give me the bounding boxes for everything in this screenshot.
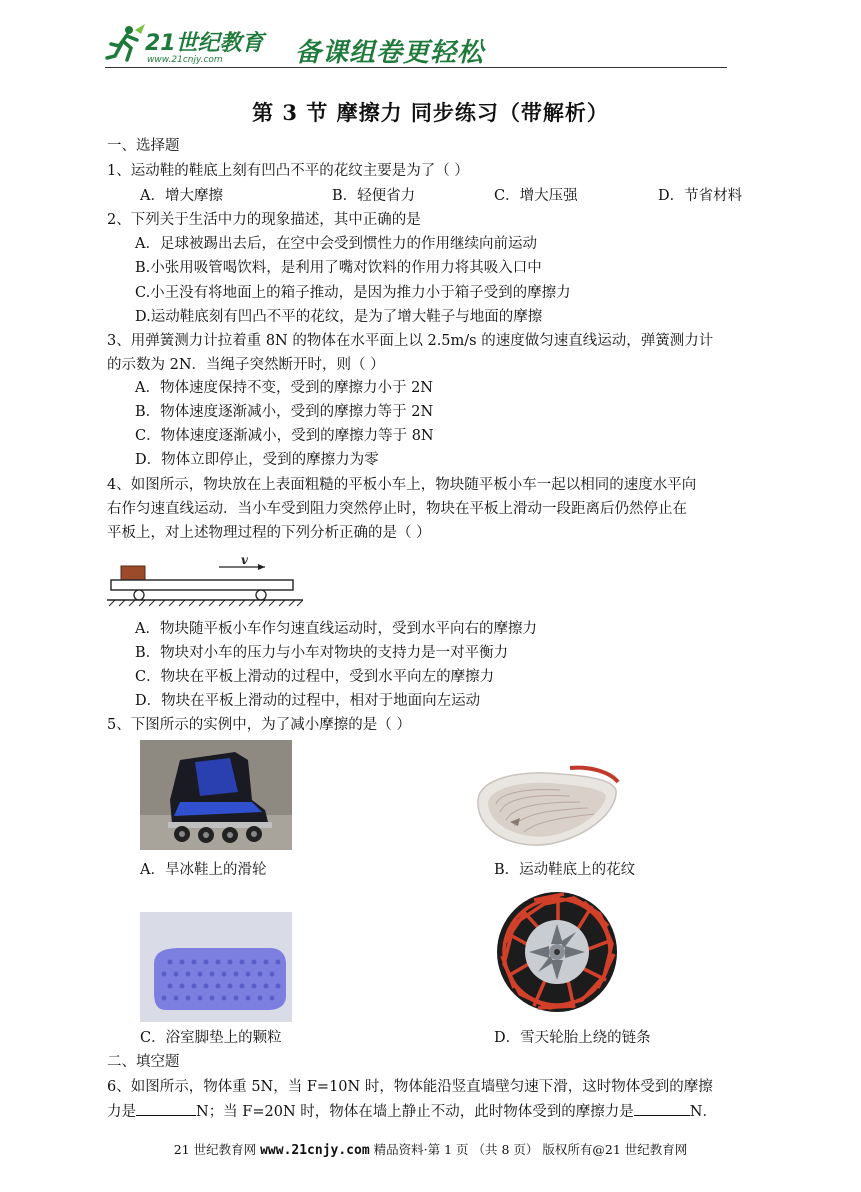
header-divider	[105, 67, 727, 68]
footer-site: 21 世纪教育网	[173, 1142, 257, 1157]
cart-board	[111, 580, 293, 590]
q6-text-a: 力是	[107, 1104, 136, 1120]
q6-text-c: N．	[689, 1104, 717, 1120]
q2-option-c: C.小王没有将地面上的箱子推动，是因为推力小于箱子受到的摩擦力	[135, 285, 571, 301]
q1-option-d: D．节省材料	[658, 188, 743, 204]
q2-option-a: A．足球被踢出去后，在空中会受到惯性力的作用继续向前运动	[135, 236, 537, 252]
site-logo	[105, 22, 295, 70]
q4-option-b: B．物块对小车的压力与小车对物块的支持力是一对平衡力	[135, 645, 509, 661]
q2-option-b: B.小张用吸管喝饮料，是利用了嘴对饮料的作用力将其吸入口中	[135, 260, 542, 276]
q1-option-a: A．增大摩擦	[140, 188, 223, 204]
cart-diagram	[107, 553, 303, 607]
q2-option-d: D.运动鞋底刻有凹凸不平的花纹，是为了增大鞋子与地面的摩擦	[135, 309, 543, 325]
inline-skate-photo	[140, 740, 292, 850]
q5-option-d: D．雪天轮胎上绕的链条	[494, 1030, 651, 1046]
q3-stem-line2: 的示数为 2N．当绳子突然断开时，则（ ）	[107, 357, 385, 373]
footer-page-info: 精品资料·第 1 页 （共 8 页） 版权所有@21 世纪教育网	[373, 1142, 688, 1157]
q3-option-d: D．物体立即停止，受到的摩擦力为零	[135, 452, 379, 468]
q6-line2	[107, 1101, 717, 1122]
q5-option-c: C．浴室脚垫上的颗粒	[140, 1030, 282, 1046]
q3-option-c: C．物体速度逐渐减小，受到的摩擦力等于 8N	[135, 428, 434, 444]
q3-option-b: B．物体速度逐渐减小，受到的摩擦力等于 2N	[135, 404, 434, 420]
q1-stem: 1、运动鞋的鞋底上刻有凹凸不平的花纹主要是为了（ ）	[107, 163, 469, 179]
q4-option-d: D．物块在平板上滑动的过程中，相对于地面向左运动	[135, 693, 481, 709]
q5-option-b: B．运动鞋底上的花纹	[494, 862, 636, 878]
footer-url[interactable]: www.21cnjy.com	[260, 1143, 370, 1158]
page-footer	[0, 1140, 861, 1158]
q4-stem-line1: 4、如图所示，物块放在上表面粗糙的平板小车上，物块随平板小车一起以相同的速度水平向	[107, 477, 697, 493]
q6-blank-1[interactable]	[136, 1101, 196, 1116]
q6-text-b: N；当 F=20N 时，物体在墙上静止不动，此时物体受到的摩擦力是	[196, 1104, 634, 1120]
section-heading-fill: 二、填空题	[107, 1054, 180, 1070]
q3-option-a: A．物体速度保持不变，受到的摩擦力小于 2N	[135, 380, 433, 396]
q4-option-c: C．物块在平板上滑动的过程中，受到水平向左的摩擦力	[135, 669, 495, 685]
q1-option-c: C．增大压强	[494, 188, 578, 204]
q5-option-a: A．旱冰鞋上的滑轮	[140, 862, 267, 878]
shoe-sole-photo	[470, 760, 620, 852]
q6-line1: 6、如图所示，物体重 5N，当 F=10N 时，物体能沿竖直墙壁匀速下滑，这时物体受到的摩擦	[107, 1079, 713, 1095]
wheel-left	[134, 590, 144, 600]
velocity-label: v	[241, 553, 248, 567]
logo-url: www.21cnjy.com	[147, 55, 223, 65]
q4-stem-line2: 右作匀速直线运动．当小车受到阻力突然停止时，物块在平板上滑动一段距离后仍然停止在	[107, 501, 687, 517]
runner-icon	[105, 24, 147, 66]
page-header	[105, 22, 730, 72]
page-title: 第 3 节 摩擦力 同步练习（带解析）	[252, 100, 609, 125]
snow-chain-tire-photo	[494, 884, 620, 1022]
q3-stem-line1: 3、用弹簧测力计拉着重 8N 的物体在水平面上以 2.5m/s 的速度做匀速直线运动，弹簧测力计	[107, 333, 714, 349]
section-heading-choice: 一、选择题	[107, 138, 180, 154]
q5-stem: 5、下图所示的实例中，为了减小摩擦的是（ ）	[107, 717, 411, 733]
header-slogan: 备课组卷更轻松	[295, 38, 485, 68]
wheel-right	[256, 590, 266, 600]
block	[121, 566, 145, 580]
q4-stem-line3: 平板上，对上述物理过程的下列分析正确的是（ ）	[107, 525, 431, 541]
q1-option-b: B．轻便省力	[332, 188, 416, 204]
q6-blank-2[interactable]	[634, 1101, 690, 1116]
logo-text: 21世纪教育	[145, 31, 264, 56]
q4-option-a: A．物块随平板小车作匀速直线运动时，受到水平向右的摩擦力	[135, 621, 537, 637]
bath-mat-photo	[140, 912, 292, 1022]
q2-stem: 2、下列关于生活中力的现象描述，其中正确的是	[107, 212, 421, 228]
